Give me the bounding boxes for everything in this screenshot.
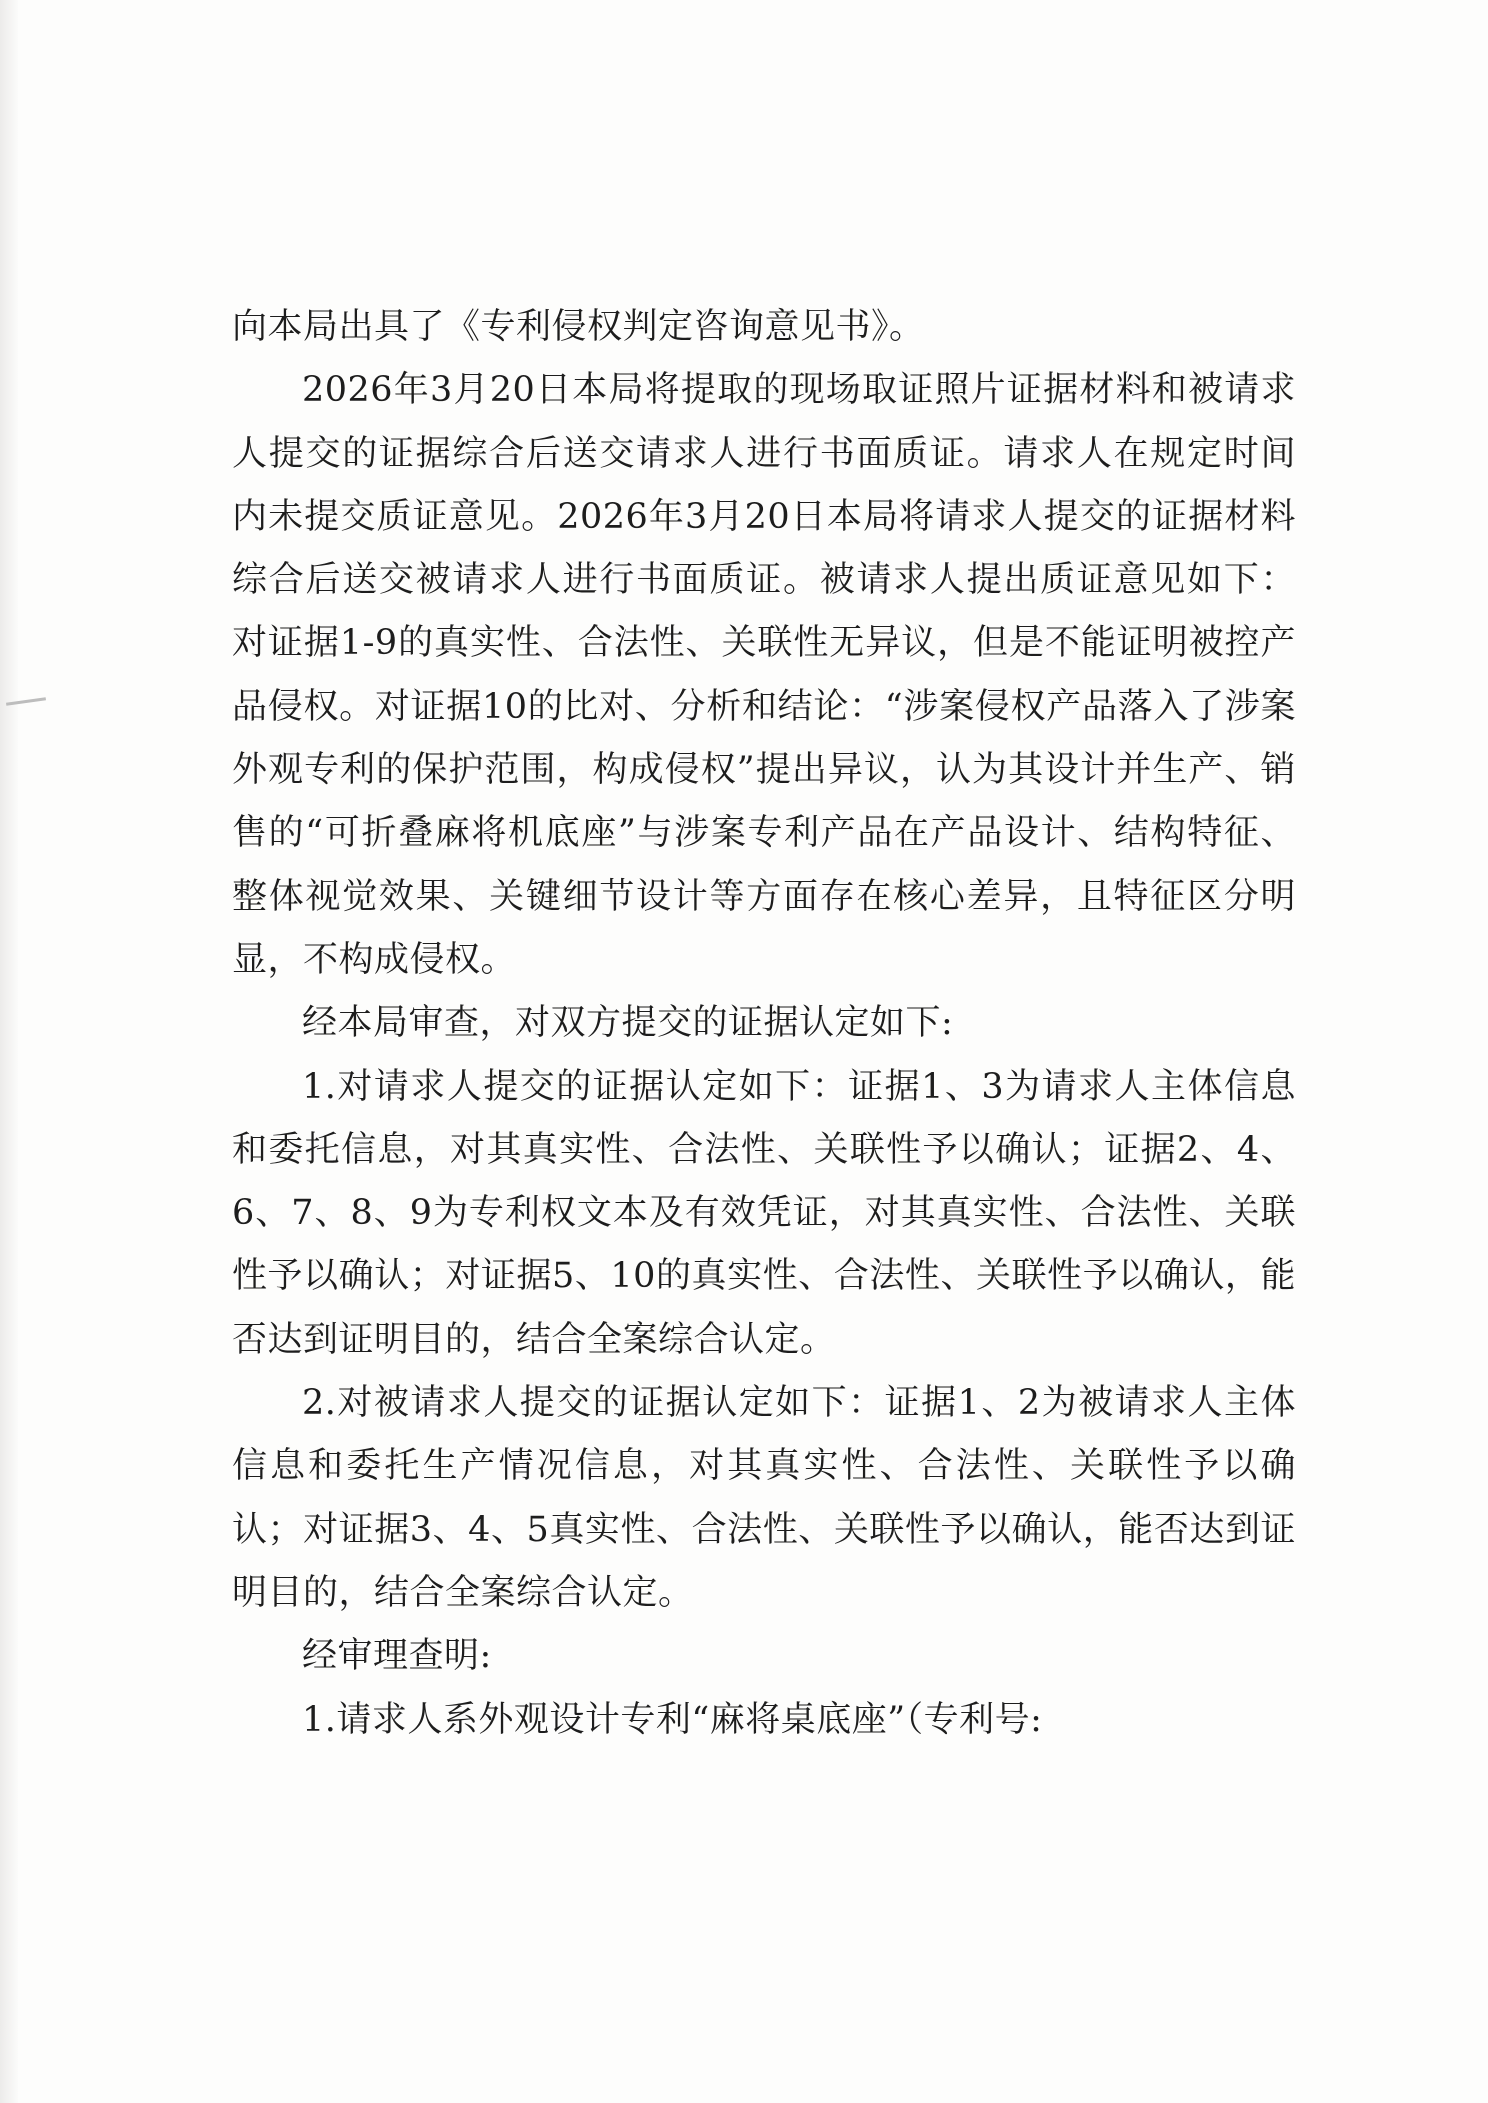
- document-body: [232, 296, 1296, 1752]
- scan-edge-shadow: [0, 0, 18, 2103]
- paragraph-review-intro: 经本局审查，对双方提交的证据认定如下:: [302, 1003, 954, 1044]
- paragraph-cross-examination: 2026年3月20日本局将提取的现场取证照片证据材料和被请求人提交的证据综合后送交请求人进行书面质证。请求人在规定时间内未提交质证意见。2026年3月20日本局将请求人提交的证据材料综合后送交被请求人进行书面质证。被请求人提出质证意见如下：对证据1-9的真实性、合法性、关联性无异议，但是不能证明被控产品侵权。对证据10的比对、分析和结论：“涉案侵权产品落入了涉案外观专利的保护范围，构成侵权”提出异议，认为其设计并生产、销售的“可折叠麻将机底座”与涉案专利产品在产品设计、结构特征、整体视觉效果、关键细节设计等方面存在核心差异，且特征区分明显，不构成侵权。: [232, 370, 1296, 980]
- paragraph-respondent-evidence: 2.对被请求人提交的证据认定如下：证据1、2为被请求人主体信息和委托生产情况信息，对其真实性、合法性、关联性予以确认；对证据3、4、5真实性、合法性、关联性予以确认，能否达到证明目的，结合全案综合认定。: [232, 1383, 1296, 1613]
- paragraph-findings-heading: 经审理查明:: [302, 1636, 492, 1677]
- paragraph-requester-evidence: 1.对请求人提交的证据认定如下：证据1、3为请求人主体信息和委托信息，对其真实性、合法性、关联性予以确认；证据2、4、6、7、8、9为专利权文本及有效凭证，对其真实性、合法性、关联性予以确认；对证据5、10的真实性、合法性、关联性予以确认，能否达到证明目的，结合全案综合认定。: [232, 1066, 1296, 1360]
- paragraph-continuation: 向本局出具了《专利侵权判定咨询意见书》。: [232, 307, 925, 347]
- paragraph-finding-1: 1.请求人系外观设计专利“麻将桌底座”（专利号:: [302, 1699, 1043, 1740]
